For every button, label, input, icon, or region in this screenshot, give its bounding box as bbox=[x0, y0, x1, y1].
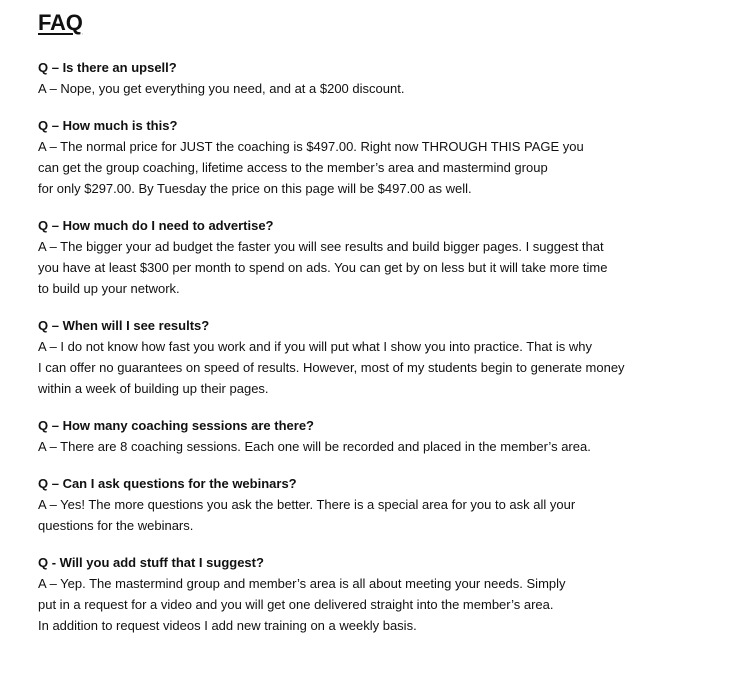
faq-question: Q – When will I see results? bbox=[38, 318, 210, 333]
faq-item-suggestions bbox=[38, 553, 738, 636]
page-title: FAQ bbox=[38, 10, 83, 35]
answer-line: A – The normal price for JUST the coaching is $497.00. Right now THROUGH THIS PAGE you bbox=[38, 139, 584, 154]
faq-answer bbox=[38, 494, 738, 536]
answer-line: A – Yes! The more questions you ask the better. There is a special area for you to ask all your bbox=[38, 497, 576, 512]
answer-line: A – The bigger your ad budget the faster you will see results and build bigger pages. I suggest that bbox=[38, 239, 604, 254]
faq-item-webinars bbox=[38, 474, 738, 536]
faq-answer bbox=[38, 336, 738, 399]
answer-line: A – Nope, you get everything you need, and at a $200 discount. bbox=[38, 81, 405, 96]
faq-item-results bbox=[38, 316, 738, 399]
faq-item-upsell bbox=[38, 58, 738, 99]
answer-line: to build up your network. bbox=[38, 281, 180, 296]
answer-line: within a week of building up their pages. bbox=[38, 381, 269, 396]
faq-question: Q – Can I ask questions for the webinars? bbox=[38, 476, 297, 491]
faq-question: Q - Will you add stuff that I suggest? bbox=[38, 555, 264, 570]
faq-question: Q – Is there an upsell? bbox=[38, 60, 177, 75]
faq-answer bbox=[38, 573, 738, 636]
faq-question: Q – How much is this? bbox=[38, 118, 178, 133]
faq-item-sessions bbox=[38, 416, 738, 457]
answer-line: questions for the webinars. bbox=[38, 518, 194, 533]
faq-answer bbox=[38, 436, 738, 457]
faq-question: Q – How many coaching sessions are there? bbox=[38, 418, 314, 433]
faq-question: Q – How much do I need to advertise? bbox=[38, 218, 274, 233]
answer-line: In addition to request videos I add new training on a weekly basis. bbox=[38, 618, 417, 633]
faq-answer bbox=[38, 78, 738, 99]
faq-page bbox=[38, 8, 738, 653]
faq-answer bbox=[38, 136, 738, 199]
faq-item-price bbox=[38, 116, 738, 199]
answer-line: I can offer no guarantees on speed of results. However, most of my students begin to generate money bbox=[38, 360, 625, 375]
answer-line: put in a request for a video and you will get one delivered straight into the member’s area. bbox=[38, 597, 554, 612]
answer-line: A – I do not know how fast you work and if you will put what I show you into practice. That is why bbox=[38, 339, 592, 354]
answer-line: for only $297.00. By Tuesday the price on this page will be $497.00 as well. bbox=[38, 181, 472, 196]
answer-line: you have at least $300 per month to spend on ads. You can get by on less but it will take more time bbox=[38, 260, 608, 275]
answer-line: A – Yep. The mastermind group and member’s area is all about meeting your needs. Simply bbox=[38, 576, 566, 591]
answer-line: can get the group coaching, lifetime access to the member’s area and mastermind group bbox=[38, 160, 548, 175]
faq-answer bbox=[38, 236, 738, 299]
answer-line: A – There are 8 coaching sessions. Each one will be recorded and placed in the member’s area. bbox=[38, 439, 591, 454]
faq-item-advertise bbox=[38, 216, 738, 299]
